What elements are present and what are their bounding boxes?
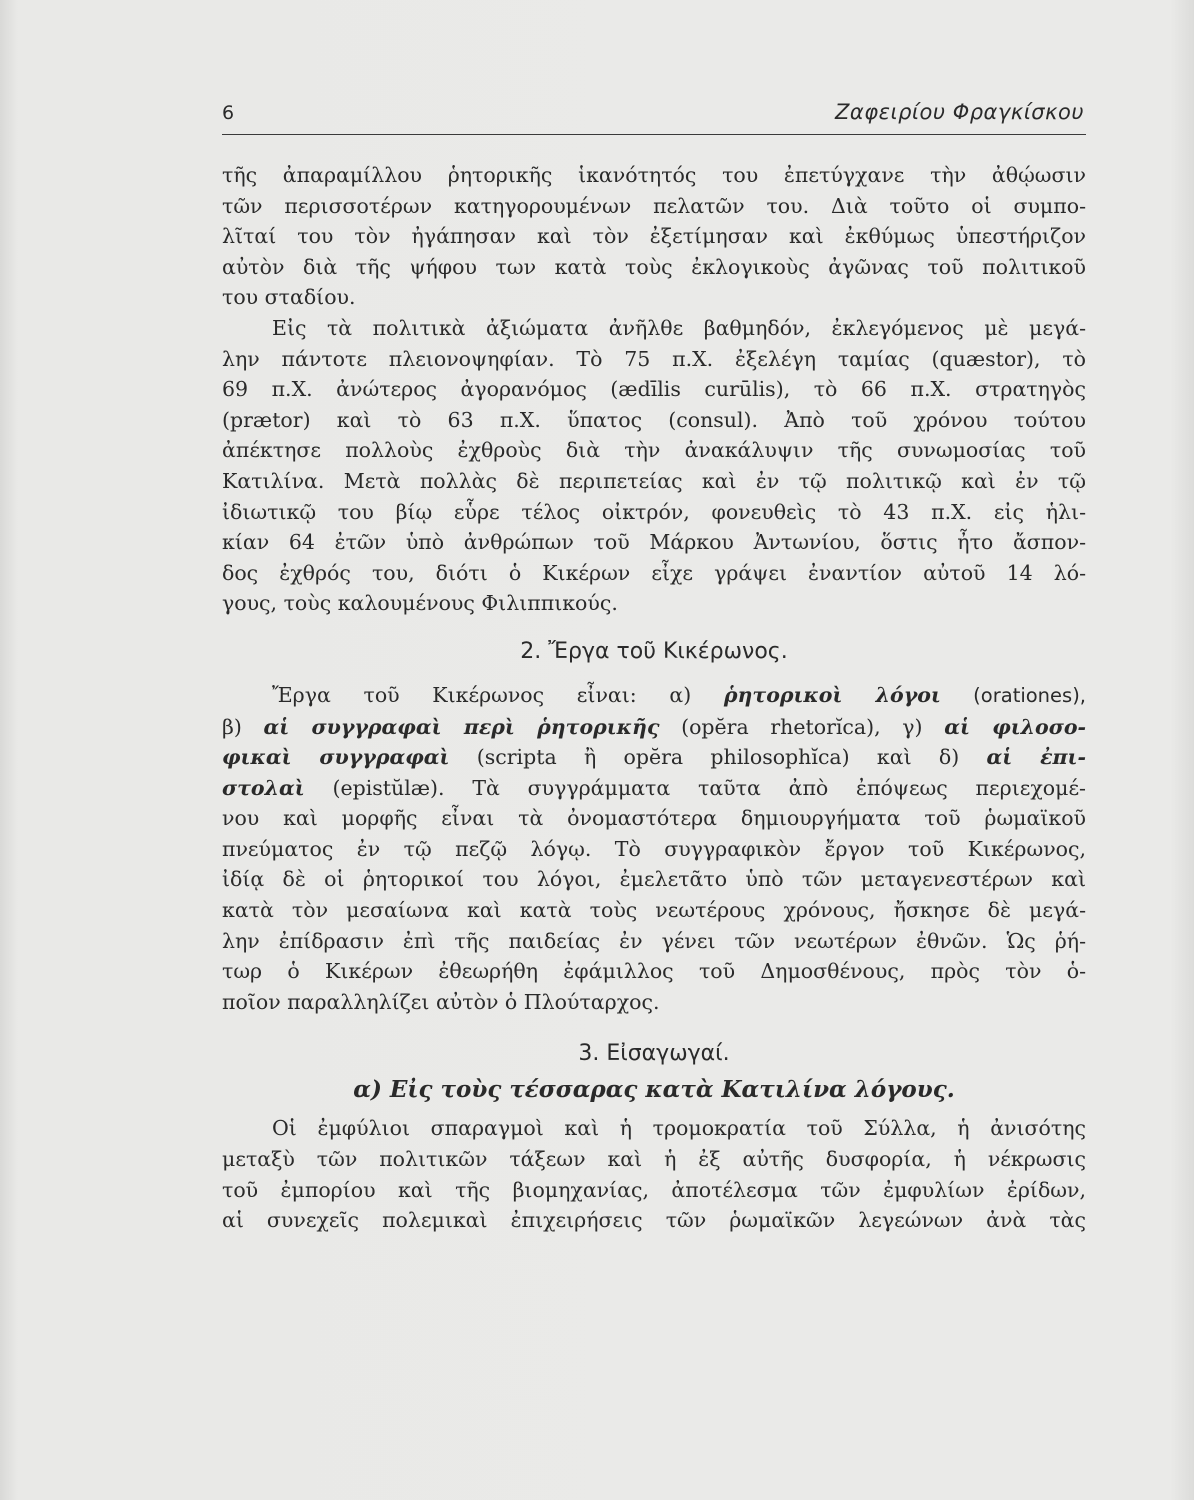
text-line: νου καὶ μορφῆς εἶναι τὰ ὀνομαστότερα δημιουργήματα τοῦ ῥωμαϊκοῦ <box>222 806 1086 831</box>
text-line: τωρ ὁ Κικέρων ἐθεωρήθη ἐφάμιλλος τοῦ Δημοσθένους, πρὸς τὸν ὁ- <box>222 959 1086 984</box>
section-heading-introductions: 3. Εἰσαγωγαί. <box>578 1041 730 1067</box>
emphasis-text: ῥητορικοὶ λόγοι <box>723 682 941 707</box>
latin-term: (orationes), <box>940 683 1087 707</box>
text-line <box>222 680 1086 712</box>
text-line: κίαν 64 ἐτῶν ὑπὸ ἀνθρώπων τοῦ Μάρκου Ἀντωνίου, ὅστις ἦτο ἄσπον- <box>222 530 1086 555</box>
text-run: Ἔργα τοῦ Κικέρωνος εἶναι: α) <box>272 682 724 707</box>
text-line: (prætor) καὶ τὸ 63 π.Χ. ὕπατος (consul). Ἀπὸ τοῦ χρόνου τούτου <box>222 407 1086 432</box>
text-line: λῖταί του τὸν ἠγάπησαν καὶ τὸν ἐξετίμησαν καὶ ἐκθύμως ὑπεστήριζον <box>222 224 1086 249</box>
text-run: (scripta ἢ opĕra philosophĭca) καὶ δ) <box>449 745 987 770</box>
text-line: γους, τοὺς καλουμένους Φιλιππικούς. <box>222 591 618 616</box>
emphasis-text: αἱ φιλοσο- <box>944 714 1087 739</box>
emphasis-text: φικαὶ συγγραφαὶ <box>222 745 450 770</box>
text-run: β) <box>222 714 264 739</box>
text-line: Οἱ ἐμφύλιοι σπαραγμοὶ καὶ ἡ τρομοκρατία τοῦ Σύλλα, ἡ ἀνισότης <box>272 1116 1086 1141</box>
section-heading-works: 2. Ἔργα τοῦ Κικέρωνος. <box>520 638 788 664</box>
text-line: Εἰς τὰ πολιτικὰ ἀξιώματα ἀνῆλθε βαθμηδόν, ἐκλεγόμενος μὲ μεγά- <box>272 315 1086 340</box>
text-line: ἀπέκτησε πολλοὺς ἐχθροὺς διὰ τὴν ἀνακάλυψιν τῆς συνωμοσίας τοῦ <box>222 438 1086 463</box>
text-line <box>222 773 1086 804</box>
paragraph-4 <box>222 1113 1086 1235</box>
body-text <box>222 160 1086 1236</box>
running-head: Ζαφειρίου Φραγκίσκου <box>835 100 1084 124</box>
text-line: δος ἐχθρός του, διότι ὁ Κικέρων εἶχε γράψει ἐναντίον αὐτοῦ 14 λό- <box>222 560 1086 585</box>
text-line: λην πάντοτε πλειονοψηφίαν. Τὸ 75 π.Χ. ἐξελέγη ταμίας (quæstor), τὸ <box>222 346 1086 371</box>
text-line: αὐτὸν διὰ τῆς ψήφου των κατὰ τοὺς ἐκλογικοὺς ἀγῶνας τοῦ πολιτικοῦ <box>222 254 1086 279</box>
text-line: αἱ συνεχεῖς πολεμικαὶ ἐπιχειρήσεις τῶν ῥωμαϊκῶν λεγεώνων ἀνὰ τὰς <box>222 1208 1086 1233</box>
text-line: ποῖον παραλληλίζει αὐτὸν ὁ Πλούταρχος. <box>222 989 660 1014</box>
page-number: 6 <box>222 102 235 124</box>
paragraph-1 <box>222 160 1086 313</box>
text-line: μεταξὺ τῶν πολιτικῶν τάξεων καὶ ἡ ἐξ αὐτῆς δυσφορία, ἡ νέκρωσις <box>222 1147 1086 1172</box>
paragraph-3 <box>222 680 1086 1018</box>
text-run: (epistŭlæ). Τὰ συγγράμματα ταῦτα ἀπὸ ἐπόψεως περιεχομέ- <box>304 775 1086 800</box>
text-line: τῆς ἀπαραμίλλου ῥητορικῆς ἱκανότητός του ἐπετύγχανε τὴν ἀθῴωσιν <box>222 163 1086 187</box>
text-line: του σταδίου. <box>222 285 356 310</box>
text-run: (opĕra rhetorĭca), γ) <box>659 714 945 739</box>
emphasis-text: στολαὶ <box>222 775 305 800</box>
sub-heading-catiline: α) Εἰς τοὺς τέσσαρας κατὰ Κατιλίνα λόγους. <box>353 1076 955 1104</box>
emphasis-text: αἱ ἐπι- <box>986 745 1086 770</box>
text-line: 69 π.Χ. ἀνώτερος ἀγορανόμος (ædīlis curūlis), τὸ 66 π.Χ. στρατηγὸς <box>222 377 1086 402</box>
text-line: πνεύματος ἐν τῷ πεζῷ λόγῳ. Τὸ συγγραφικὸν ἔργον τοῦ Κικέρωνος, <box>222 836 1086 861</box>
text-line: κατὰ τὸν μεσαίωνα καὶ κατὰ τοὺς νεωτέρους χρόνους, ἤσκησε δὲ μεγά- <box>222 898 1086 923</box>
page-header <box>222 100 1086 135</box>
text-line: τῶν περισσοτέρων κατηγορουμένων πελατῶν του. Διὰ τοῦτο οἱ συμπο- <box>222 193 1086 218</box>
text-line: ἰδίᾳ δὲ οἱ ῥητορικοί του λόγοι, ἐμελετᾶτο ὑπὸ τῶν μεταγενεστέρων καὶ <box>222 867 1086 892</box>
paragraph-2 <box>222 313 1086 619</box>
text-line: ἰδιωτικῷ του βίῳ εὗρε τέλος οἰκτρόν, φονευθεὶς τὸ 43 π.Χ. εἰς ἡλι- <box>222 499 1086 524</box>
text-line: Κατιλίνα. Μετὰ πολλὰς δὲ περιπετείας καὶ ἐν τῷ πολιτικῷ καὶ ἐν τῷ <box>222 468 1086 493</box>
text-line: λην ἐπίδρασιν ἐπὶ τῆς παιδείας ἐν γένει τῶν νεωτέρων ἐθνῶν. Ὡς ῥή- <box>222 928 1086 953</box>
text-line <box>222 742 1086 773</box>
emphasis-text: αἱ συγγραφαὶ περὶ ῥητορικῆς <box>263 714 660 739</box>
text-line <box>222 712 1086 743</box>
text-line: τοῦ ἐμπορίου καὶ τῆς βιομηχανίας, ἀποτέλεσμα τῶν ἐμφυλίων ἐρίδων, <box>222 1177 1086 1202</box>
